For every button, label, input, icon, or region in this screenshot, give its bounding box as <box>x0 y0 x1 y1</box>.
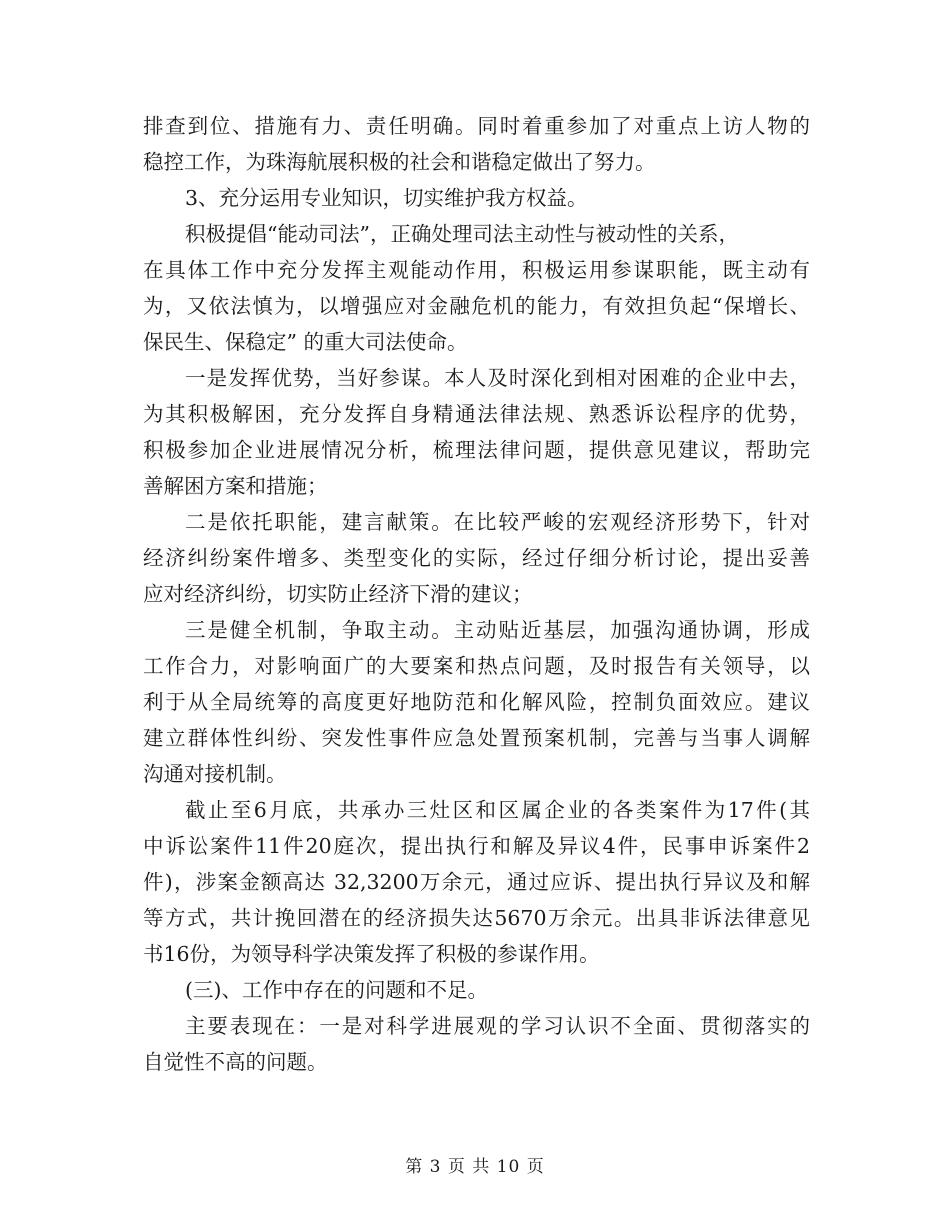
text-line: 3、充分运用专业知识，切实维护我方权益。 <box>185 186 588 210</box>
text-line: 积极提倡“能动司法”，正确处理司法主动性与被动性的关系， <box>185 222 739 246</box>
text-line: 应对经济纠纷，切实防止经济下滑的建议； <box>143 582 533 606</box>
text-line: 主要表现在：一是对科学进展观的学习认识不全面、贯彻落实的 <box>185 1014 810 1038</box>
text-line: 等方式，共计挽回潜在的经济损失达5670万余元。出具非诉法律意见 <box>143 906 810 930</box>
text-line: 书16份，为领导科学决策发挥了积极的参谋作用。 <box>143 942 600 966</box>
text-line: 一是发挥优势，当好参谋。本人及时深化到相对困难的企业中去， <box>185 366 810 390</box>
text-line: 中诉讼案件11件20庭次，提出执行和解及异议4件，民事申诉案件2 <box>143 834 810 858</box>
text-line: 稳控工作，为珠海航展积极的社会和谐稳定做出了努力。 <box>143 150 656 174</box>
text-line: 经济纠纷案件增多、类型变化的实际，经过仔细分析讨论，提出妥善 <box>143 546 810 570</box>
text-line: 沟通对接机制。 <box>143 762 287 786</box>
document-body <box>143 108 810 1080</box>
text-line: 积极参加企业进展情况分析，梳理法律问题，提供意见建议，帮助完 <box>143 438 810 462</box>
text-line: 三是健全机制，争取主动。主动贴近基层，加强沟通协调，形成 <box>185 618 810 642</box>
text-line: 建立群体性纠纷、突发性事件应急处置预案机制，完善与当事人调解 <box>143 726 810 750</box>
text-line: 保民生、保稳定” 的重大司法使命。 <box>143 330 468 354</box>
text-line: 善解困方案和措施； <box>143 474 328 498</box>
text-line: 截止至6月底，共承办三灶区和区属企业的各类案件为17件(其 <box>185 798 810 822</box>
text-line: 件)，涉案金额高达 32,3200万余元，通过应诉、提出执行异议及和解 <box>143 870 810 894</box>
text-line: 利于从全局统筹的高度更好地防范和化解风险，控制负面效应。建议 <box>143 690 810 714</box>
text-line: 工作合力，对影响面广的大要案和热点问题，及时报告有关领导，以 <box>143 654 810 678</box>
text-line: 在具体工作中充分发挥主观能动作用，积极运用参谋职能，既主动有 <box>143 258 810 282</box>
text-line: 自觉性不高的问题。 <box>143 1050 328 1074</box>
text-line: 排查到位、措施有力、责任明确。同时着重参加了对重点上访人物的 <box>143 114 810 138</box>
text-line: (三)、工作中存在的问题和不足。 <box>185 978 488 1002</box>
page-number-footer: 第 3 页 共 10 页 <box>405 1157 545 1177</box>
text-line: 为，又依法慎为，以增强应对金融危机的能力，有效担负起“保增长、 <box>143 294 810 318</box>
text-line: 二是依托职能，建言献策。在比较严峻的宏观经济形势下，针对 <box>185 510 810 534</box>
text-line: 为其积极解困，充分发挥自身精通法律法规、熟悉诉讼程序的优势， <box>143 402 810 426</box>
